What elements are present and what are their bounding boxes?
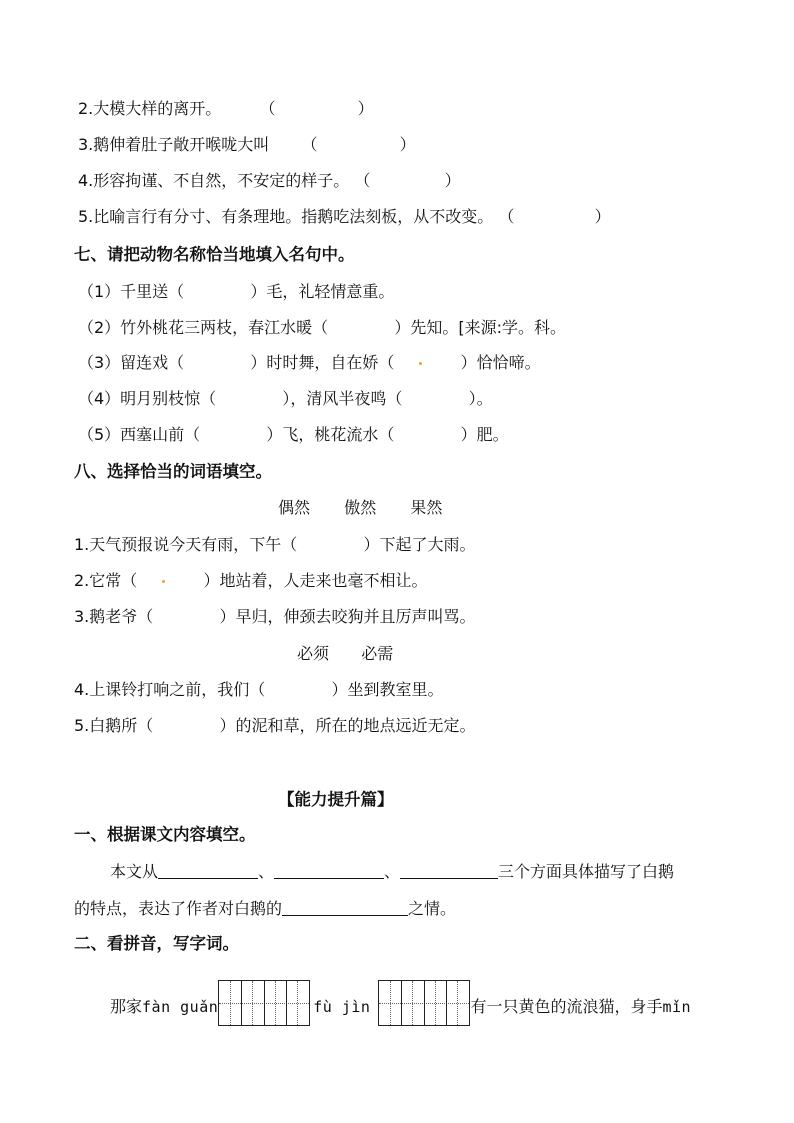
item-text-a: 2.它常（: [74, 571, 138, 590]
proverb-item-5: [78, 424, 509, 446]
item-text-b: ）坐到教室里。: [331, 680, 444, 699]
section-8-title: 八、选择恰当的词语填空。: [74, 462, 272, 481]
proverb-item-4: [78, 388, 493, 410]
pinyin-label: mǐn: [662, 998, 692, 1016]
item-text-c: ）肥。: [460, 425, 509, 444]
item-text-a: （1）千里送（: [78, 282, 185, 301]
q1-text: 三个方面具体描写了白鹅: [498, 862, 675, 881]
q1-text: 的特点，表达了作者对白鹅的: [74, 899, 283, 918]
item-text-a: （5）西塞山前（: [78, 425, 201, 444]
item-text-b: ）先知。[来源:学。科。: [394, 318, 567, 337]
paren-close: ）: [444, 171, 461, 190]
q2-text: 有一只黄色的流浪猫，身手: [470, 997, 663, 1016]
ability-q1-line1: [110, 861, 674, 883]
fill-item-4: [74, 679, 443, 701]
paren-close: ）: [594, 207, 611, 226]
item-text-b: ）飞，桃花流水（: [266, 425, 395, 444]
q1-text: 之情。: [408, 899, 457, 918]
item-text-b: ）地站着，人走来也毫不相让。: [203, 571, 428, 590]
pinyin-label: fàn guǎn: [142, 998, 219, 1016]
proverb-item-1: [78, 281, 394, 303]
word-choice: 必须: [297, 644, 330, 663]
word-choice: 果然: [410, 498, 443, 517]
character-grid[interactable]: [378, 980, 470, 1026]
item-text-c: ）。: [468, 389, 493, 408]
stray-dot-icon: [419, 362, 422, 365]
q1-text: 本文从: [110, 862, 159, 881]
fill-item-3: [74, 606, 475, 628]
definition-item-3: [78, 134, 416, 156]
proverb-item-3: [78, 352, 541, 374]
item-text-b: ）早归，伸颈去咬狗并且厉声叫骂。: [219, 607, 476, 626]
item-text: 3.鹅伸着肚子敞开喉咙大叫: [78, 135, 270, 154]
item-text-b: ）时时舞，自在娇（: [250, 353, 395, 372]
definition-item-4: [78, 170, 461, 192]
item-text-b: ）毛，礼轻情意重。: [250, 282, 395, 301]
word-choices-1: [278, 497, 442, 519]
item-text-a: （3）留连戏（: [78, 353, 185, 372]
paren-open: （: [354, 171, 371, 190]
paren-close: ）: [357, 99, 374, 118]
paren-open: （: [259, 99, 276, 118]
paren-close: ）: [399, 135, 416, 154]
fill-item-5: [74, 715, 475, 737]
paren-open: （: [498, 207, 515, 226]
item-text: 4.形容拘谨、不自然，不安定的样子。: [78, 171, 350, 190]
ability-heading: 【能力提升篇】: [278, 790, 394, 809]
answer-underline[interactable]: [400, 862, 498, 879]
item-text-b: ），清风半夜鸣（: [282, 389, 403, 408]
item-text-a: （2）竹外桃花三两枝，春江水暖（: [78, 318, 329, 337]
answer-underline[interactable]: [158, 862, 258, 879]
item-text-a: 5.白鹅所（: [74, 716, 154, 735]
ability-q2-line: [110, 980, 691, 1026]
answer-underline[interactable]: [282, 899, 408, 916]
item-text: 2.大模大样的离开。: [78, 99, 222, 118]
item-text-a: 3.鹅老爷（: [74, 607, 154, 626]
item-text-b: ）下起了大雨。: [363, 535, 476, 554]
item-text-a: 1.天气预报说今天有雨，下午（: [74, 535, 298, 554]
item-text-b: ）的泥和草，所在的地点远近无定。: [219, 716, 476, 735]
stray-dot-icon: [162, 580, 165, 583]
word-choice: 必需: [361, 644, 394, 663]
ability-q1-title: 一、根据课文内容填空。: [74, 825, 256, 844]
q2-text: 那家: [110, 997, 143, 1016]
item-text-a: 4.上课铃打响之前，我们（: [74, 680, 266, 699]
character-grid[interactable]: [218, 980, 310, 1026]
fill-item-1: [74, 534, 475, 556]
ability-q2-title: 二、看拼音，写字词。: [74, 934, 239, 953]
paren-open: （: [301, 135, 318, 154]
word-choice: 傲然: [344, 498, 377, 517]
item-text-c: ）恰恰啼。: [460, 353, 541, 372]
section-7-title: 七、请把动物名称恰当地填入名句中。: [74, 245, 355, 264]
pinyin-label: fù jìn: [313, 998, 371, 1016]
answer-underline[interactable]: [274, 862, 384, 879]
item-text: 5.比喻言行有分寸、有条理地。指鹅吃法刻板，从不改变。: [78, 207, 494, 226]
word-choice: 偶然: [278, 498, 311, 517]
answer-blank[interactable]: [142, 570, 198, 592]
ability-q1-line2: [74, 898, 456, 920]
q1-separator: 、: [258, 862, 275, 881]
definition-item-5: [78, 206, 611, 228]
answer-blank[interactable]: [399, 352, 455, 374]
q1-separator: 、: [384, 862, 401, 881]
proverb-item-2: [78, 317, 566, 339]
word-choices-2: [297, 643, 393, 665]
definition-item-2: [78, 98, 374, 120]
fill-item-2: [74, 570, 427, 592]
item-text-a: （4）明月别枝惊（: [78, 389, 217, 408]
